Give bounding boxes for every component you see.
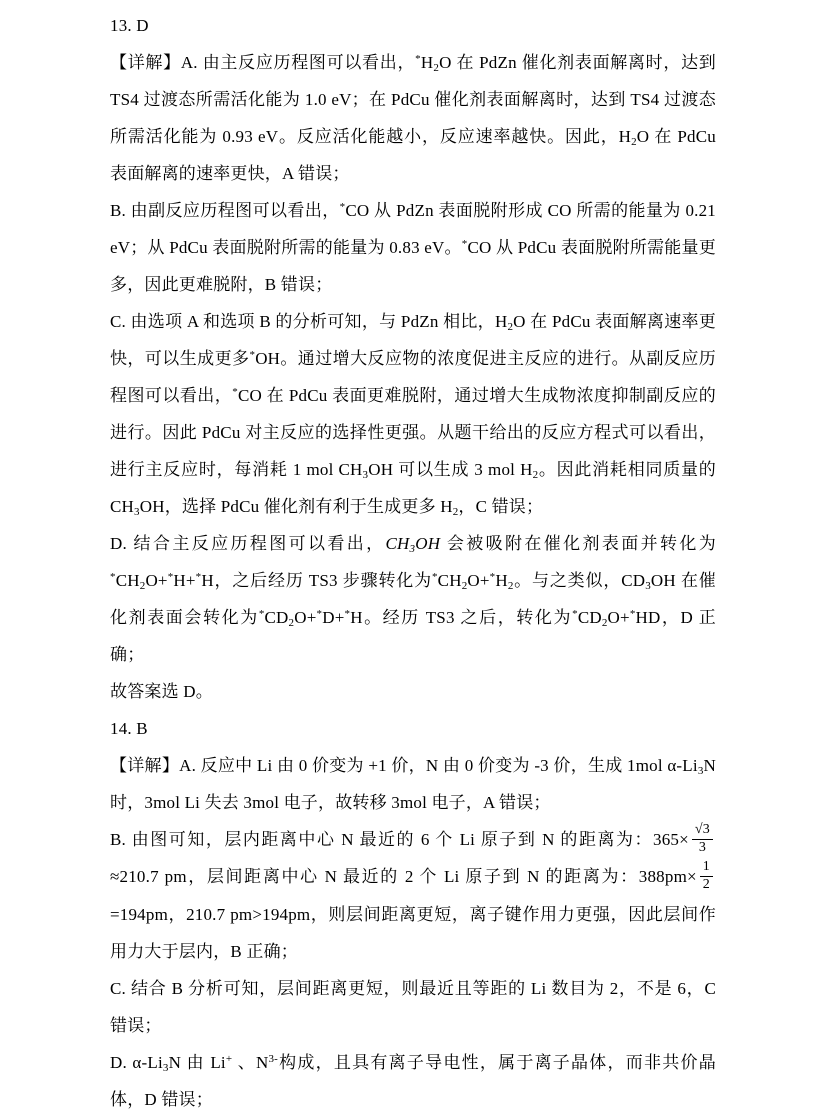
explanation-13-option-b: B. 由副反应历程图可以看出，*CO 从 PdZn 表面脱附形成 CO 所需的能量为 0.21 eV；从 PdCu 表面脱附所需的能量为 0.83 eV。*CO 从 PdCu 表面脱附所需能量更多，因此更难脱附，B 错误； [110, 200, 716, 294]
explanation-13-option-a: 【详解】A. 由主反应历程图可以看出，$^*H_2O$ 在 PdZn 催化剂表面解离时，达到 TS4 过渡态所需活化能为 1.0 eV；在 PdCu 催化剂表面解离时，达到 TS4 过渡态所需活化能为 0.93 eV。反应活化能越小，反应速率越快。因此，$H_2O$ 在 PdCu 表面解离的速率更快，A 错误； [110, 52, 716, 183]
answer-13: 13. D [110, 16, 149, 35]
explanation-14-option-c: C. 结合 B 分析可知，层间距离更短，则最近且等距的 Li 数目为 2，不是 6，C 错误； [110, 978, 716, 1035]
answer-14: 14. B [110, 719, 148, 738]
explanation-14-option-a: 【详解】A. 反应中 Li 由 0 价变为 +1 价，N 由 0 价变为 -3 价，生成 1mol $\alpha-Li_3N$时，3mol Li 失去 3mol 电子，故转移 3mol 电子，A 错误； [110, 756, 716, 812]
conclusion-13: 故答案选 D。 [110, 682, 213, 701]
explanation-14-option-d: D. $\alpha-Li_3N$ 由 Li+ 、$N^{3-}$构成，且具有离子导电性，属于离子晶体，而非共价晶体，D 错误； [110, 1052, 716, 1109]
explanation-14-option-b: B. 由图可知，层内距离中心 N 最近的 6 个 Li 原子到 N 的距离为：365× $\frac{√3}{3}$ ≈210.7 pm，层间距离中心 N 最近的 2 个 Li 原子到 N 的距离为：388pm× $\frac{1}{2}$ =194pm，210.7 pm>194pm，则层间距离更短，离子键作用力更强，因此层间作用力大于层内，B 正确； [110, 821, 716, 961]
fraction: $\frac{1}{2}$ [700, 859, 713, 894]
fraction: $\frac{√3}{3}$ [692, 822, 713, 857]
explanation-13-option-d: D. 结合主反应历程图可以看出，$CH_3OH$ 会被吸附在催化剂表面并转化为$^*CH_2O+^*H+^*H$，之后经历 TS3 步骤转化为$^*CH_2O+^*H_2$。与之类似，$CD_3OH$ 在催化剂表面会转化为$^*CD_2O+^*D+^*H$。经历 TS3 之后，转化为$^*CD_2O+^*HD$，D 正确； [110, 534, 716, 664]
explanation-13-option-c: C. 由选项 A 和选项 B 的分析可知，与 PdZn 相比，$H_2O$ 在 PdCu 表面解离速率更快，可以生成更多*OH。通过增大反应物的浓度促进主反应的进行。从副反应历程图可以看出，*CO 在 PdCu 表面更难脱附，通过增大生成物浓度抑制副反应的进行。因此 PdCu 对主反应的选择性更强。从题干给出的反应方程式可以看出，进行主反应时，每消耗 1 mol $CH_3OH$ 可以生成 3 mol $H_2$。因此消耗相同质量的$CH_3OH$，选择 PdCu 催化剂有利于生成更多 $H_2$，C 错误； [110, 312, 717, 518]
